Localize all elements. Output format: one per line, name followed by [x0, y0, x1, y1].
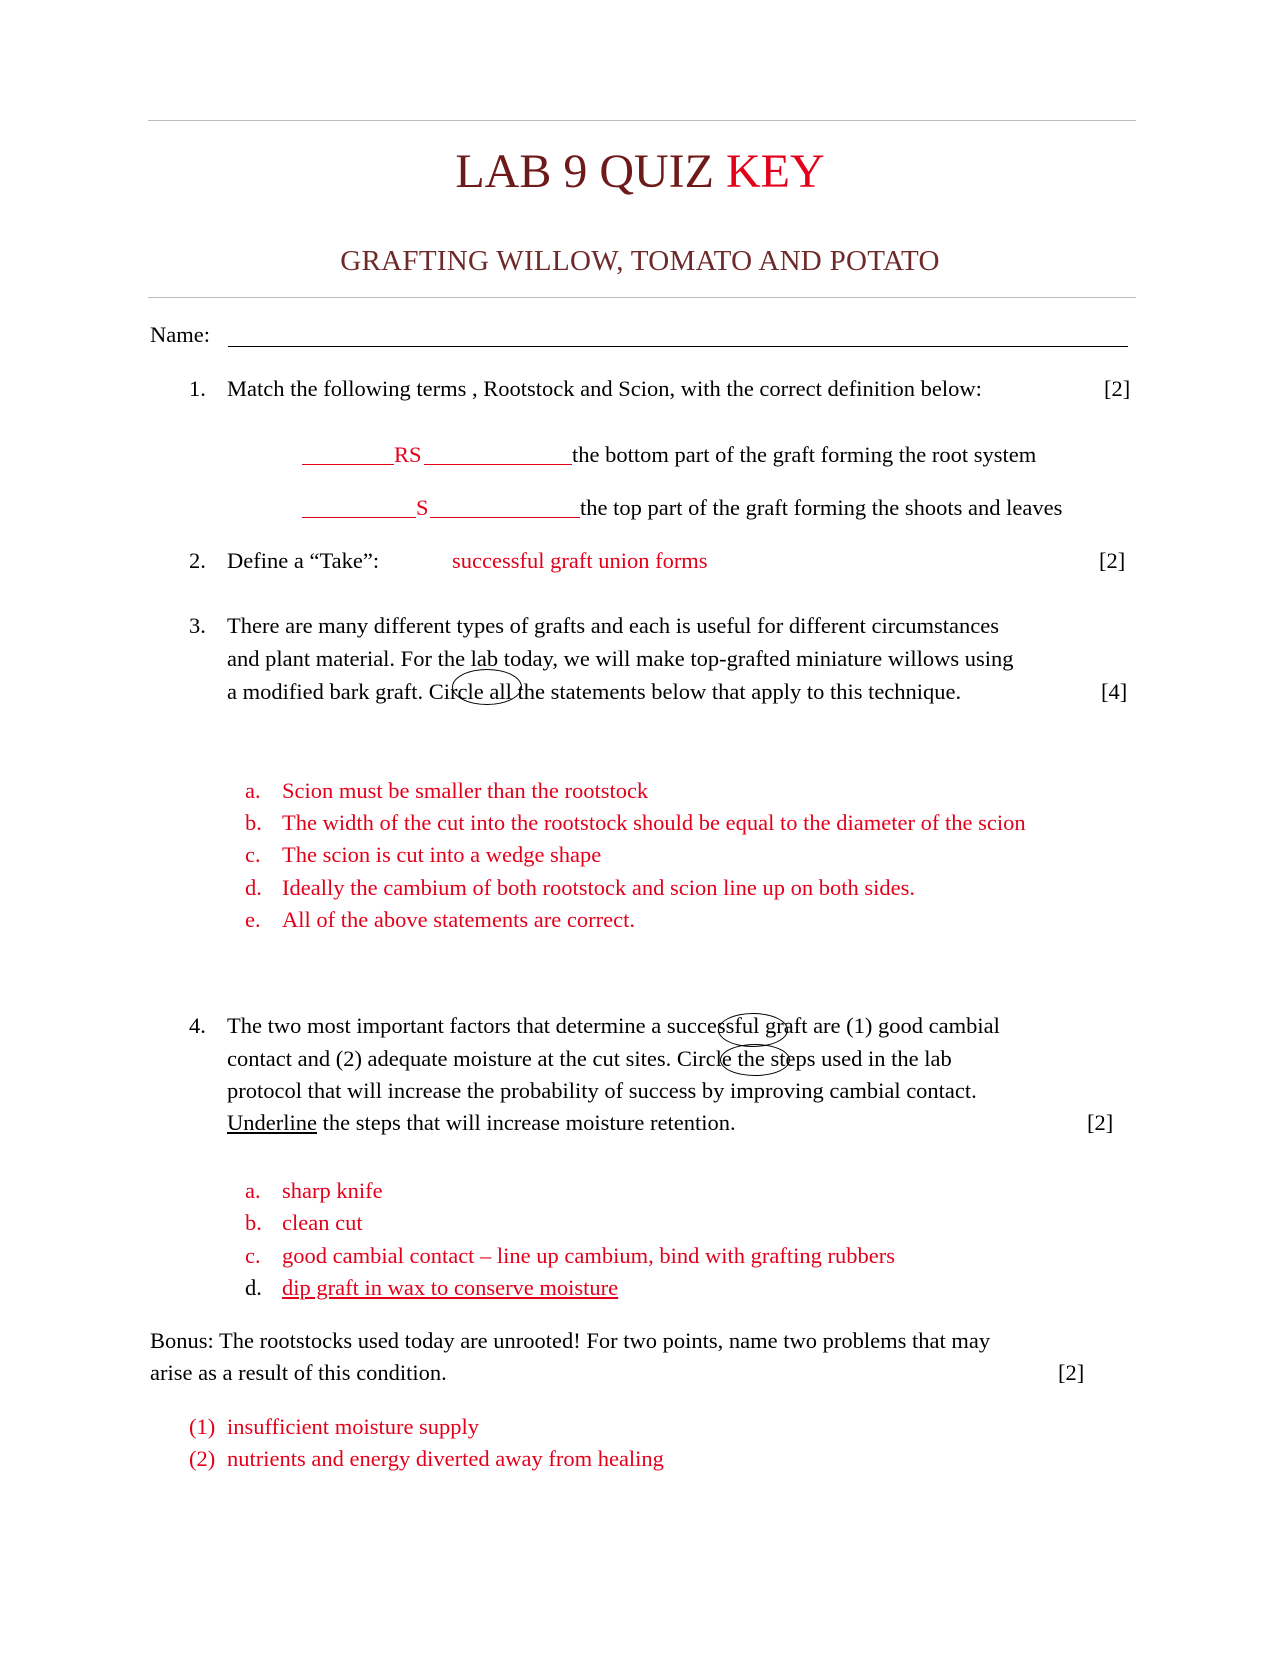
q1-definition2: the top part of the graft forming the shoots and leaves — [580, 495, 1063, 520]
q3-option-d-letter: d. — [245, 875, 262, 900]
q3-option-b-letter: b. — [245, 810, 262, 835]
q4-line2: contact and (2) adequate moisture at the cut sites. Circle the steps used in the lab — [227, 1046, 952, 1071]
title-key: KEY — [725, 145, 825, 198]
q3-number: 3. — [189, 613, 206, 638]
q3-points: [4] — [1101, 679, 1128, 704]
q3-option-c-letter: c. — [245, 842, 261, 867]
bonus-answer-2: nutrients and energy diverted away from healing — [227, 1446, 664, 1471]
q3-line3: a modified bark graft. Circle all the statements below that apply to this technique. — [227, 679, 962, 704]
q3-option-e: All of the above statements are correct. — [282, 907, 635, 932]
q1-answer1-blank-left — [302, 464, 394, 465]
q3-option-c: The scion is cut into a wedge shape — [282, 842, 602, 867]
q1-text: Match the following terms , Rootstock and Scion, with the correct definition below: — [227, 376, 982, 401]
q4-option-a-letter: a. — [245, 1178, 261, 1203]
q4-option-a: sharp knife — [282, 1178, 383, 1203]
q2-number: 2. — [189, 548, 206, 573]
q1-answer1: RS — [394, 442, 422, 467]
q1-number: 1. — [189, 376, 206, 401]
q4-option-d: dip graft in wax to conserve moisture — [282, 1275, 619, 1300]
q3-circle-mark — [452, 669, 522, 705]
top-rule — [148, 120, 1136, 121]
title-main: LAB 9 QUIZ — [455, 145, 714, 198]
q4-circle-mark-2 — [720, 1044, 790, 1076]
q4-option-b-letter: b. — [245, 1210, 262, 1235]
q3-line2: and plant material. For the lab today, we will make top-grafted miniature willows using — [227, 646, 1014, 671]
q4-line1: The two most important factors that determine a successful graft are (1) good cambial — [227, 1013, 1000, 1038]
bonus-answer-1-number: (1) — [189, 1414, 216, 1439]
q3-option-d: Ideally the cambium of both rootstock and scion line up on both sides. — [282, 875, 916, 900]
q4-underline-word: Underline — [227, 1110, 317, 1135]
bonus-answer-1: insufficient moisture supply — [227, 1414, 480, 1439]
q3-option-a-letter: a. — [245, 778, 261, 803]
q4-line3: protocol that will increase the probability of success by improving cambial contact. — [227, 1078, 977, 1103]
name-field-line[interactable] — [228, 346, 1128, 347]
page-subtitle: GRAFTING WILLOW, TOMATO AND POTATO — [340, 245, 940, 277]
q1-answer2-blank-left — [302, 517, 416, 518]
q2-points: [2] — [1099, 548, 1126, 573]
page-title — [0, 142, 1280, 202]
q1-answer1-blank-right — [424, 464, 572, 465]
q2-text: Define a “Take”: — [227, 548, 380, 573]
q1-points: [2] — [1104, 376, 1131, 401]
q3-option-b: The width of the cut into the rootstock should be equal to the diameter of the scion — [282, 810, 1026, 835]
bonus-line2: arise as a result of this condition. — [150, 1360, 447, 1385]
q1-answer2: S — [416, 495, 429, 520]
q4-line4-rest: the steps that will increase moisture retention. — [322, 1110, 736, 1135]
q3-option-e-letter: e. — [245, 907, 261, 932]
q4-line4 — [227, 1109, 736, 1137]
q4-option-c-letter: c. — [245, 1243, 261, 1268]
q4-option-c: good cambial contact – line up cambium, bind with grafting rubbers — [282, 1243, 895, 1268]
q3-option-a: Scion must be smaller than the rootstock — [282, 778, 649, 803]
q1-definition1: the bottom part of the graft forming the root system — [572, 442, 1037, 467]
q3-line1: There are many different types of grafts and each is useful for different circumstances — [227, 613, 999, 638]
q1-answer2-blank-right — [430, 517, 580, 518]
q4-number: 4. — [189, 1013, 206, 1038]
bonus-answer-2-number: (2) — [189, 1446, 216, 1471]
bonus-points: [2] — [1058, 1360, 1085, 1385]
name-label: Name: — [150, 322, 210, 347]
q4-circle-mark-1 — [718, 1013, 788, 1047]
q4-option-b: clean cut — [282, 1210, 363, 1235]
bonus-line1: Bonus: The rootstocks used today are unrooted! For two points, name two problems that may — [150, 1328, 991, 1353]
subtitle-rule — [148, 297, 1136, 298]
q2-answer: successful graft union forms — [452, 548, 708, 573]
q4-option-d-letter: d. — [245, 1275, 262, 1300]
q4-points: [2] — [1087, 1110, 1114, 1135]
